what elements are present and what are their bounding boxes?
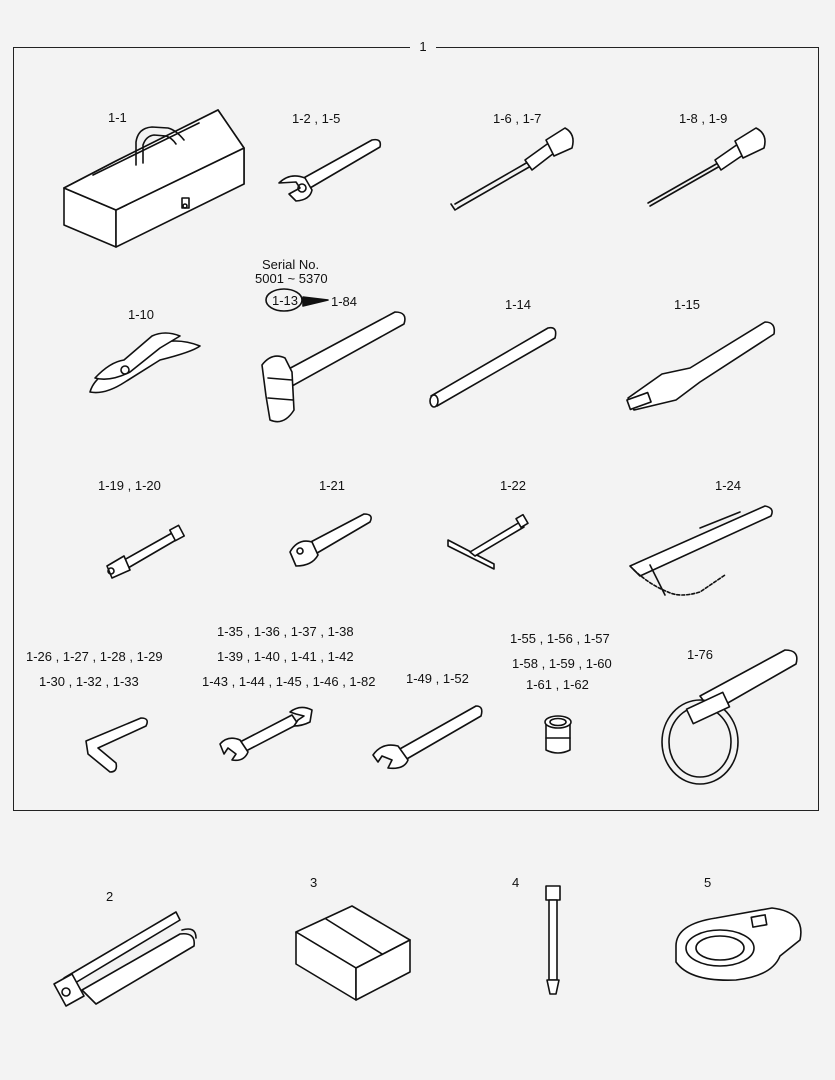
label-chain-wrench: 1-24 bbox=[715, 478, 742, 493]
socket-extension-illustration bbox=[107, 525, 184, 578]
label-hammer-old: 1-13 bbox=[272, 293, 299, 308]
pin-illustration bbox=[546, 886, 560, 994]
grease-gun-illustration bbox=[54, 912, 196, 1006]
label-serial-range: 5001 ~ 5370 bbox=[255, 271, 328, 286]
label-ratchet-handle: 1-21 bbox=[319, 478, 346, 493]
label-phillips-screwdriver: 1-6 , 1-7 bbox=[493, 111, 542, 126]
toolbox-illustration bbox=[64, 110, 244, 247]
single-spanner-illustration bbox=[373, 706, 482, 768]
label-sockets-line3: 1-61 , 1-62 bbox=[526, 677, 589, 692]
socket-illustration bbox=[545, 716, 571, 753]
hammer-illustration bbox=[262, 312, 405, 422]
ring-wrench-illustration bbox=[676, 908, 801, 980]
label-extension-bar: 1-14 bbox=[505, 297, 532, 312]
label-spanners-line3: 1-43 , 1-44 , 1-45 , 1-46 , 1-82 bbox=[202, 674, 376, 689]
frame-label: 1 bbox=[410, 39, 436, 54]
filter-wrench-illustration bbox=[662, 650, 797, 784]
spark-plug-tool-illustration bbox=[627, 322, 774, 410]
label-hammer-new: 1-84 bbox=[331, 294, 358, 309]
label-pliers: 1-10 bbox=[128, 307, 155, 322]
label-sockets-line2: 1-58 , 1-59 , 1-60 bbox=[512, 656, 612, 671]
phillips-screwdriver-illustration bbox=[451, 128, 573, 210]
double-spanner-illustration bbox=[220, 707, 312, 760]
label-ring-wrench: 5 bbox=[704, 875, 712, 890]
hex-key-illustration bbox=[86, 718, 147, 772]
chain-wrench-illustration bbox=[630, 506, 772, 595]
label-spanners-line2: 1-39 , 1-40 , 1-41 , 1-42 bbox=[217, 649, 354, 664]
label-adjustable-wrench: 1-2 , 1-5 bbox=[292, 111, 341, 126]
box-illustration bbox=[296, 906, 410, 1000]
label-t-handle: 1-22 bbox=[500, 478, 527, 493]
t-handle-illustration bbox=[448, 515, 528, 569]
label-hex-keys-line1: 1-26 , 1-27 , 1-28 , 1-29 bbox=[26, 649, 163, 664]
flat-screwdriver-illustration bbox=[648, 128, 765, 206]
label-serial-title: Serial No. bbox=[262, 257, 320, 272]
label-single-spanner: 1-49 , 1-52 bbox=[406, 671, 469, 686]
label-spanners-line1: 1-35 , 1-36 , 1-37 , 1-38 bbox=[217, 624, 354, 639]
label-pin: 4 bbox=[512, 875, 520, 890]
adjustable-wrench-illustration bbox=[279, 140, 380, 201]
label-flat-screwdriver: 1-8 , 1-9 bbox=[679, 111, 728, 126]
label-hex-keys-line2: 1-30 , 1-32 , 1-33 bbox=[39, 674, 139, 689]
label-box: 3 bbox=[310, 875, 318, 890]
pliers-illustration bbox=[90, 333, 200, 393]
label-toolbox: 1-1 bbox=[108, 110, 127, 125]
extension-bar-illustration bbox=[430, 328, 556, 407]
replacement-arrow bbox=[303, 297, 328, 306]
label-sockets-line1: 1-55 , 1-56 , 1-57 bbox=[510, 631, 610, 646]
label-socket-extension: 1-19 , 1-20 bbox=[98, 478, 161, 493]
label-spark-plug-tool: 1-15 bbox=[674, 297, 701, 312]
ratchet-handle-illustration bbox=[290, 514, 371, 566]
label-filter-wrench: 1-76 bbox=[687, 647, 714, 662]
label-grease-gun: 2 bbox=[106, 889, 114, 904]
